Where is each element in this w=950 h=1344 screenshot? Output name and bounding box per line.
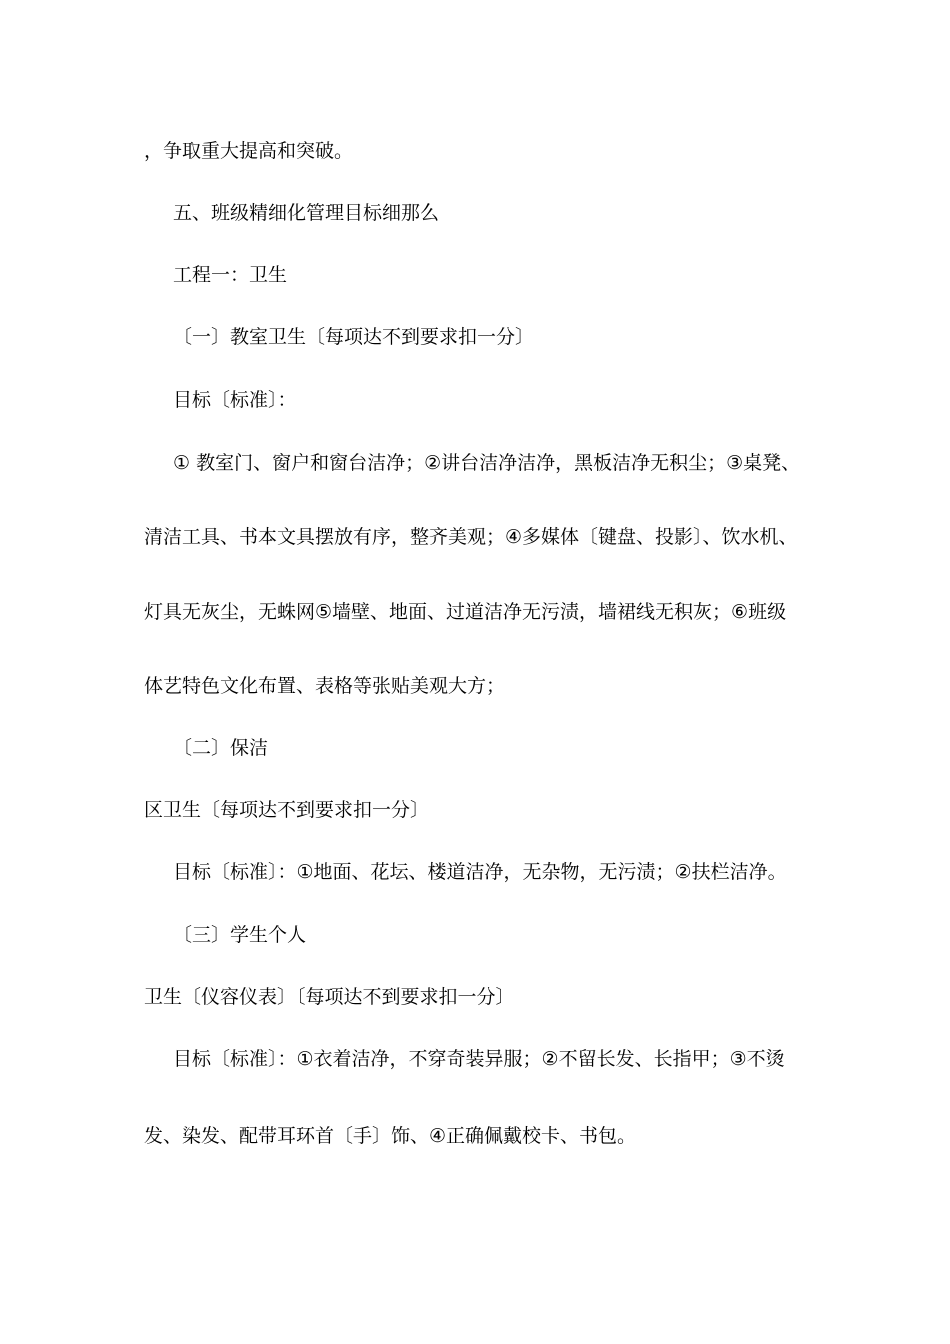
target-label-one: 目标〔标准〕： — [173, 389, 297, 411]
paragraph-line: 灯具无灰尘，无蛛网⑤墙壁、地面、过道洁净无污渍，墙裙线无积灰；⑥班级 — [144, 601, 787, 623]
subsection-heading-three: 〔三〕学生个人 — [173, 924, 307, 946]
paragraph-line: 清洁工具、书本文具摆放有序，整齐美观；④多媒体〔键盘、投影〕、饮水机、 — [144, 526, 798, 548]
target-line-three: 目标〔标准〕：①衣着洁净，不穿奇装异服；②不留长发、长指甲；③不烫 — [173, 1048, 785, 1070]
project-heading: 工程一：卫生 — [173, 264, 288, 286]
paragraph-line: 体艺特色文化布置、表格等张贴美观大方； — [144, 675, 506, 697]
subsection-heading-two: 〔二〕保洁 — [173, 737, 269, 759]
subsection-heading-two-cont: 区卫生〔每项达不到要求扣一分〕 — [144, 799, 430, 821]
text-line-continuation: ，争取重大提高和突破。 — [144, 140, 354, 162]
section-heading-five: 五、班级精细化管理目标细那么 — [173, 202, 440, 224]
target-line-three-cont: 发、染发、配带耳环首〔手〕饰、④正确佩戴校卡、书包。 — [144, 1125, 637, 1147]
paragraph-line: ① 教室门、窗户和窗台洁净；②讲台洁净洁净，黑板洁净无积尘；③桌凳、 — [173, 452, 801, 474]
subsection-heading-one: 〔一〕教室卫生〔每项达不到要求扣一分〕 — [173, 326, 535, 348]
subsection-heading-three-cont: 卫生〔仪容仪表〕〔每项达不到要求扣一分〕 — [144, 986, 515, 1008]
target-line-two: 目标〔标准〕：①地面、花坛、楼道洁净，无杂物，无污渍；②扶栏洁净。 — [173, 861, 787, 883]
